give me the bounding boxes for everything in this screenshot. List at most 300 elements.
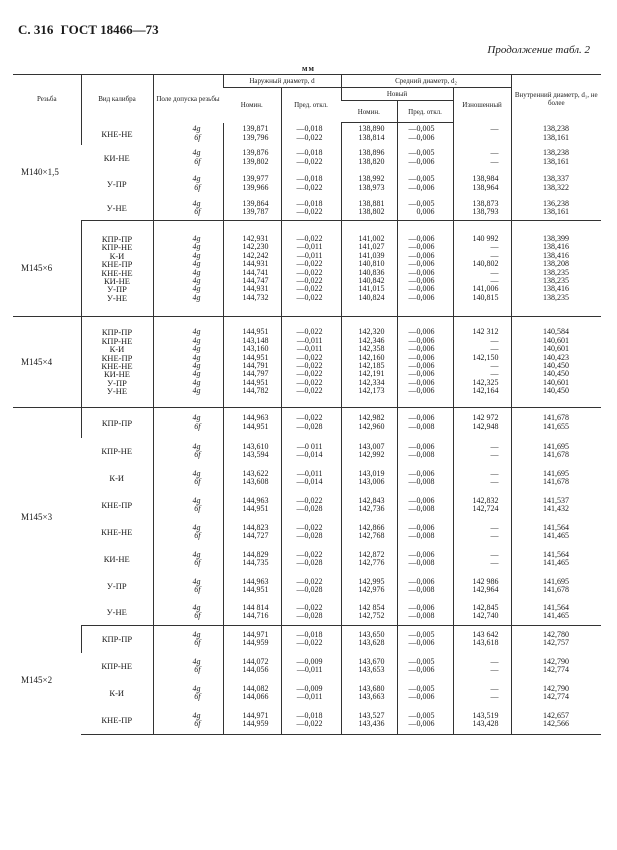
cell-line: 143,680 (358, 683, 385, 693)
outer-dev-cell (281, 317, 341, 408)
cell-line: 6f (194, 558, 201, 567)
cell-line: 138,873 (472, 198, 499, 208)
cell-line: 144,963 (242, 576, 269, 586)
cell-line: 4g (192, 284, 201, 294)
cell-line: — (490, 692, 499, 701)
cell-line: 4g (192, 377, 201, 387)
cell-line: 6f (194, 182, 201, 192)
inner-cell (511, 707, 601, 735)
cell-line: 143,148 (242, 335, 269, 345)
cell-line: 138,416 (543, 250, 570, 260)
mid-nom-cell (341, 573, 397, 600)
cell-line: 4g (192, 174, 201, 184)
outer-dev-cell (281, 465, 341, 492)
gauge-cell: КНЕ-НЕ (81, 123, 153, 145)
gauge-cell: У-НЕ (81, 600, 153, 626)
mid-dev-cell (397, 123, 453, 145)
cell-line: 139,802 (242, 156, 269, 166)
cell-line: 138,238 (543, 148, 570, 158)
tolerance-cell (153, 573, 223, 600)
cell-line: 140,836 (358, 267, 385, 277)
cell-line: —0,006 (408, 495, 435, 505)
cell-line: 140,601 (543, 344, 570, 354)
cell-line: 4g (192, 683, 201, 693)
cell-line: 142,173 (358, 386, 385, 396)
cell-line: 138,416 (543, 284, 570, 294)
cell-line: 140 992 (472, 233, 499, 243)
cell-line: 143,007 (358, 441, 385, 451)
cell-line: 142,242 (242, 250, 269, 260)
cell-line: 6f (194, 611, 201, 621)
cell-line: 144,782 (242, 386, 269, 396)
cell-line: 138,235 (543, 292, 570, 302)
cell-line: —0,006 (408, 344, 435, 354)
cell-line: 4g (192, 522, 201, 532)
cell-line: 142,740 (472, 611, 499, 621)
cell-line: 144,971 (242, 710, 269, 720)
table-row (13, 519, 601, 546)
cell-line: —0,006 (408, 468, 435, 478)
cell-line: 6f (194, 450, 201, 459)
cell-line: 142,768 (358, 531, 385, 540)
cell-line: —0,014 (296, 477, 323, 486)
worn-cell (453, 573, 511, 600)
cell-line: 4g (192, 259, 201, 269)
cell-line: 4g (192, 198, 201, 208)
thread-group (13, 626, 601, 735)
cell-line: 4g (192, 369, 201, 379)
cell-line: 141,002 (358, 233, 385, 243)
gauge-line: КПР-НЕ (101, 242, 133, 253)
inner-cell (511, 197, 601, 221)
outer-dev-cell (281, 492, 341, 519)
gauge-cell: КПР-ПР (81, 408, 153, 438)
cell-line: — (490, 361, 499, 370)
gauge-cell: КИ-НЕ (103, 554, 130, 564)
cell-line: —0,022 (296, 369, 323, 379)
tolerance-cell (153, 145, 223, 171)
cell-line: 141,695 (543, 468, 570, 478)
worn-cell (453, 653, 511, 680)
cell-line: 141,678 (543, 450, 570, 459)
cell-line: 6f (194, 531, 201, 540)
cell-line: 141,678 (543, 477, 570, 486)
cell-line: 139,977 (242, 174, 269, 184)
cell-line: 6f (194, 156, 201, 166)
cell-line: 138,984 (472, 174, 499, 184)
cell-line: —0,006 (408, 361, 435, 370)
gauge-cell (81, 317, 153, 408)
cell-line: —0,006 (408, 156, 435, 166)
col-new: Новый (341, 88, 453, 101)
cell-line: 140,601 (543, 335, 570, 345)
tolerance-cell (153, 600, 223, 626)
cell-line: —0 011 (296, 441, 323, 451)
cell-line: 4g (192, 352, 201, 362)
cell-line: 4g (192, 292, 201, 302)
outer-nom-cell (223, 707, 281, 735)
tolerance-cell (153, 626, 223, 653)
outer-nom-cell (223, 492, 281, 519)
cell-line: 138,814 (358, 132, 385, 142)
table-row (13, 492, 601, 519)
cell-line: 141,655 (543, 421, 570, 431)
cell-line: —0,022 (296, 576, 323, 586)
thread-cell: М145×2 (21, 675, 53, 685)
cell-line: 4g (192, 327, 201, 337)
cell-line: —0,006 (408, 284, 435, 294)
cell-line: 140,450 (543, 386, 570, 396)
cell-line: 138,896 (358, 148, 385, 158)
cell-line: 144,951 (242, 377, 269, 387)
cell-line: —0,008 (408, 450, 435, 459)
cell-line: —0,006 (408, 369, 435, 379)
cell-line: 6f (194, 585, 201, 594)
cell-line: —0,006 (408, 638, 435, 648)
cell-line: 4g (192, 468, 201, 478)
outer-dev-cell (281, 680, 341, 707)
cell-line: 4g (192, 441, 201, 451)
outer-dev-cell (281, 626, 341, 653)
mid-dev-cell (397, 221, 453, 317)
outer-dev-cell (281, 600, 341, 626)
inner-cell (511, 145, 601, 171)
cell-line: 141,465 (543, 611, 570, 621)
gauge-cell: КПР-ПР (81, 626, 153, 653)
cell-line: 141,039 (358, 250, 385, 260)
gauge-line: КНЕ-НЕ (101, 267, 133, 278)
cell-line: 4g (192, 549, 201, 559)
cell-line: 4g (192, 656, 201, 666)
worn-cell (453, 408, 511, 438)
gauge-cell: К-И (109, 473, 125, 483)
gauge-line: У-ПР (107, 377, 127, 388)
outer-nom-cell (223, 171, 281, 197)
cell-line: 144,963 (242, 495, 269, 505)
gauge-cell: КПР-НЕ (101, 661, 133, 671)
cell-line: 140,802 (472, 259, 499, 269)
cell-line: 138,973 (358, 182, 385, 192)
tolerance-cell (153, 519, 223, 546)
table-row (13, 145, 601, 171)
tolerance-table (13, 74, 601, 735)
outer-nom-cell (223, 123, 281, 145)
cell-line: —0,022 (296, 413, 323, 423)
cell-line: — (490, 344, 499, 354)
gauge-cell: КИ-НЕ (103, 152, 130, 163)
mid-dev-cell (397, 317, 453, 408)
inner-cell (511, 626, 601, 653)
cell-line: 143,436 (358, 719, 385, 729)
mid-dev-cell (397, 546, 453, 573)
inner-cell (511, 317, 601, 408)
table-row (13, 197, 601, 221)
cell-line (454, 134, 499, 142)
tolerance-cell (153, 408, 223, 438)
cell-line: 142,566 (543, 719, 570, 729)
cell-line: — (490, 531, 499, 540)
cell-line: — (490, 369, 499, 379)
cell-line: 142,992 (358, 450, 385, 459)
cell-line: 142,776 (358, 558, 385, 567)
mid-nom-cell (341, 317, 397, 408)
outer-nom-cell (223, 145, 281, 171)
cell-line: 144,727 (242, 531, 269, 540)
tolerance-cell (153, 707, 223, 735)
cell-line: 4g (192, 495, 201, 505)
cell-line: 141,564 (543, 522, 570, 532)
gauge-line: У-НЕ (106, 292, 128, 303)
cell-line: 4g (192, 242, 201, 252)
cell-line: 144,082 (242, 683, 269, 693)
table-row (13, 408, 601, 438)
cell-line: 143,594 (242, 450, 269, 459)
thread-cell: М145×4 (13, 317, 81, 408)
outer-dev-cell (281, 197, 341, 221)
worn-cell (453, 465, 511, 492)
standard-title: ГОСТ 18466—73 (60, 22, 159, 37)
cell-line: 143,519 (472, 710, 499, 720)
cell-line: 142,757 (543, 638, 570, 648)
inner-cell (511, 519, 601, 546)
cell-line: —0,005 (408, 148, 435, 158)
cell-line: —0,006 (408, 242, 435, 252)
outer-dev-cell (281, 438, 341, 465)
cell-line: 138,416 (543, 242, 570, 252)
table-row (13, 546, 601, 573)
col-outer-dev: Пред. откл. (281, 88, 341, 123)
mid-dev-cell (397, 600, 453, 626)
col-inner-diameter: Внутренний диаметр, d₁, не более (511, 75, 601, 123)
mid-dev-cell (397, 653, 453, 680)
mid-nom-cell (341, 221, 397, 317)
cell-line: —0,009 (296, 683, 323, 693)
mid-nom-cell (341, 707, 397, 735)
inner-cell (511, 171, 601, 197)
cell-line: 142 986 (472, 576, 499, 586)
cell-line: — (490, 468, 499, 478)
cell-line: 144,951 (242, 504, 269, 513)
cell-line: — (490, 242, 499, 252)
cell-line: —0,022 (296, 182, 323, 192)
inner-cell (511, 680, 601, 707)
cell-line: 142,948 (472, 421, 499, 431)
cell-line: —0,006 (408, 386, 435, 396)
cell-line: 143,428 (472, 719, 499, 729)
thread-group (13, 317, 601, 408)
cell-line: —0,005 (408, 683, 435, 693)
thread-cell: М145×6 (13, 221, 81, 317)
cell-line: —0,022 (296, 207, 323, 217)
cell-line: 136,238 (543, 198, 570, 208)
cell-line: 4g (192, 602, 201, 612)
cell-line: — (490, 156, 499, 166)
cell-line: 144,951 (242, 327, 269, 337)
mid-dev-cell (397, 573, 453, 600)
cell-line: — (490, 267, 499, 277)
cell-line: 141,564 (543, 549, 570, 559)
cell-line: 140,601 (543, 377, 570, 387)
cell-line: — (490, 665, 499, 674)
cell-line: —0,022 (296, 327, 323, 337)
cell-line: 142,995 (358, 576, 385, 586)
mid-dev-cell (397, 519, 453, 546)
mid-nom-cell (341, 197, 397, 221)
thread-cell: М140×1,5 (21, 166, 59, 177)
cell-line: 141,015 (358, 284, 385, 294)
worn-cell (453, 519, 511, 546)
cell-line: 142,358 (358, 344, 385, 354)
cell-line: — (490, 335, 499, 345)
gauge-cell: КНЕ-ПР (101, 500, 133, 510)
gauge-line: КНЕ-ПР (101, 352, 133, 363)
cell-line: 142 854 (358, 602, 385, 612)
tolerance-cell (153, 653, 223, 680)
gauge-line: КНЕ-ПР (101, 259, 133, 270)
mid-dev-cell (397, 465, 453, 492)
cell-line: 138,322 (543, 182, 570, 192)
tolerance-cell (153, 438, 223, 465)
thread-group (13, 408, 601, 626)
table-row (13, 573, 601, 600)
cell-line: 138,890 (358, 124, 385, 134)
cell-line: —0,006 (408, 576, 435, 586)
cell-line: 142,832 (472, 495, 499, 505)
cell-line: 144,735 (242, 558, 269, 567)
cell-line: 139,966 (242, 182, 269, 192)
cell-line: 4g (192, 413, 201, 423)
inner-cell (511, 600, 601, 626)
cell-line: —0,022 (296, 602, 323, 612)
mid-dev-cell (397, 145, 453, 171)
cell-line: 4g (192, 267, 201, 277)
cell-line: 142 312 (472, 327, 499, 337)
cell-line: —0,008 (408, 477, 435, 486)
outer-nom-cell (223, 680, 281, 707)
cell-line: 138,161 (543, 207, 570, 217)
cell-line: 138,235 (543, 275, 570, 285)
gauge-line: КНЕ-НЕ (101, 361, 133, 371)
cell-line: 141,678 (543, 585, 570, 594)
cell-line: 144,963 (242, 413, 269, 423)
cell-line: 141,564 (543, 602, 570, 612)
gauge-cell: У-ПР (106, 178, 127, 189)
worn-cell (453, 492, 511, 519)
cell-line: 142,185 (358, 361, 385, 370)
cell-line: —0,006 (408, 377, 435, 387)
table-row (13, 465, 601, 492)
outer-dev-cell (281, 123, 341, 145)
cell-line: 139,876 (242, 148, 269, 158)
cell-line: 141,465 (543, 531, 570, 540)
inner-cell (511, 653, 601, 680)
thread-cell: М145×3 (21, 511, 53, 522)
cell-line: —0,022 (296, 638, 323, 648)
cell-line: —0,006 (408, 413, 435, 423)
cell-line: 143,622 (242, 468, 269, 478)
outer-nom-cell (223, 408, 281, 438)
cell-line: 142,191 (358, 369, 385, 379)
cell-line: 142,964 (472, 585, 499, 594)
cell-line: 141,678 (543, 413, 570, 423)
cell-line: 144,791 (242, 361, 269, 370)
cell-line: 141,006 (472, 284, 499, 294)
cell-line: 144,716 (242, 611, 269, 621)
cell-line: —0,008 (408, 611, 435, 621)
cell-line: 142,736 (358, 504, 385, 513)
inner-cell (511, 408, 601, 438)
outer-nom-cell (223, 600, 281, 626)
cell-line: 143,653 (358, 665, 385, 674)
cell-line: 138,793 (472, 207, 499, 217)
gauge-line: КПР-ПР (101, 233, 133, 244)
cell-line: 143,650 (358, 629, 385, 639)
cell-line: 144,971 (242, 629, 269, 639)
cell-line: 144,959 (242, 638, 269, 648)
cell-line: 6f (194, 132, 201, 142)
inner-cell (511, 438, 601, 465)
cell-line: 142,774 (543, 692, 570, 701)
cell-line: — (490, 477, 499, 486)
cell-line: 138,337 (543, 174, 570, 184)
gauge-cell (81, 221, 153, 317)
cell-line: —0,022 (296, 156, 323, 166)
cell-line: —0,005 (408, 124, 435, 134)
cell-line: 142,774 (543, 665, 570, 674)
cell-line: 142,150 (472, 352, 499, 362)
inner-cell (511, 573, 601, 600)
tolerance-cell (153, 197, 223, 221)
tolerance-cell (153, 317, 223, 408)
cell-line: 6f (194, 421, 201, 431)
cell-line: 0,006 (416, 207, 435, 217)
cell-line: — (490, 450, 499, 459)
cell-line: 144,829 (242, 549, 269, 559)
cell-line: —0,022 (296, 259, 323, 269)
worn-cell (453, 680, 511, 707)
gauge-cell: К-И (109, 688, 125, 698)
outer-nom-cell (223, 546, 281, 573)
cell-line: —0,011 (296, 242, 323, 252)
gauge-line: КПР-НЕ (101, 335, 133, 346)
cell-line: 4g (192, 148, 201, 158)
gauge-cell: КНЕ-НЕ (101, 527, 133, 537)
cell-line: —0,022 (296, 719, 323, 729)
cell-line: 142,325 (472, 377, 499, 387)
cell-line: —0,006 (408, 267, 435, 277)
gauge-line: КПР-ПР (101, 327, 133, 338)
outer-dev-cell (281, 546, 341, 573)
cell-line: —0,006 (408, 335, 435, 345)
units-label: мм (302, 64, 315, 73)
cell-line: —0,028 (296, 558, 323, 567)
cell-line: —0,011 (296, 344, 323, 354)
cell-line: 6f (194, 719, 201, 729)
col-mid-diameter: Средний диаметр, d₂ (341, 75, 511, 88)
gauge-line: КИ-НЕ (104, 275, 130, 286)
table-row (13, 317, 601, 408)
cell-line: —0,028 (296, 421, 323, 431)
outer-dev-cell (281, 653, 341, 680)
cell-line: 138,820 (358, 156, 385, 166)
mid-dev-cell (397, 707, 453, 735)
mid-dev-cell (397, 680, 453, 707)
gauge-cell: У-ПР (106, 581, 127, 591)
tolerance-cell (153, 171, 223, 197)
cell-line: 142,960 (358, 421, 385, 431)
table-header (13, 75, 601, 123)
col-mid-dev: Пред. откл. (397, 101, 453, 123)
